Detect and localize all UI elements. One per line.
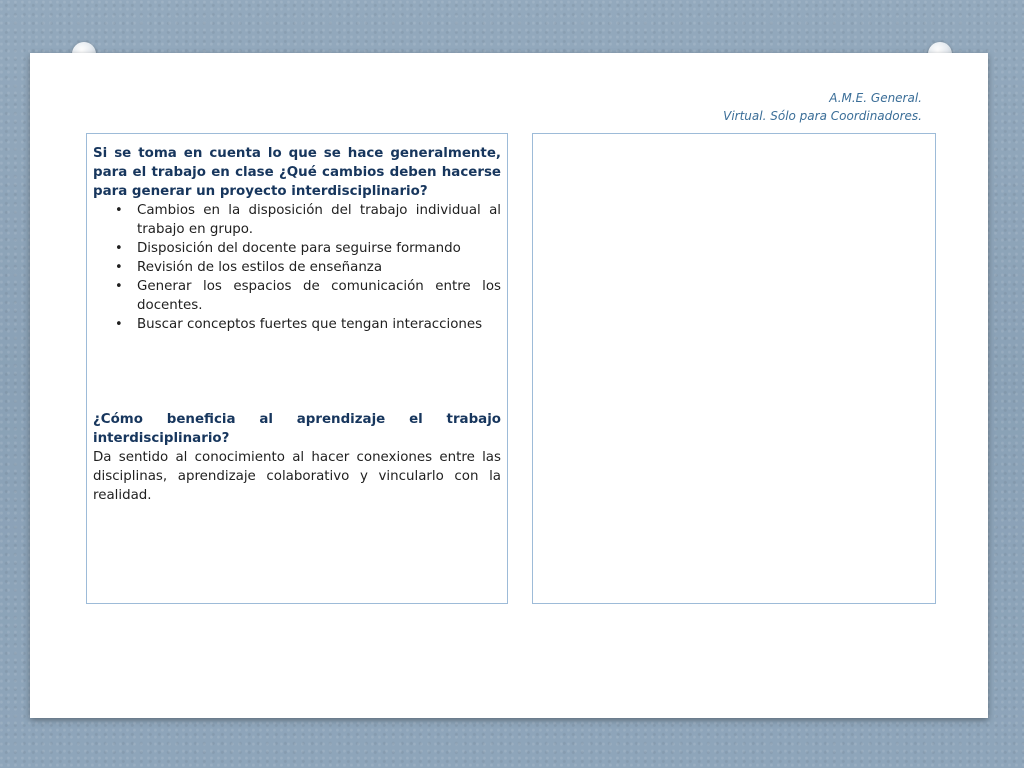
header-line-1: A.M.E. General.	[829, 91, 922, 105]
bullet-icon: •	[115, 260, 123, 275]
question-2: ¿Cómo beneficia al aprendizaje el trabajo interdisciplinario?	[93, 412, 501, 446]
list-item	[93, 315, 501, 334]
list-item-text: Revisión de los estilos de enseñanza	[137, 260, 383, 275]
bullet-icon: •	[115, 279, 123, 294]
list-item	[93, 201, 501, 239]
slide-sheet	[30, 53, 988, 718]
left-text-box	[86, 133, 508, 604]
question-1: Si se toma en cuenta lo que se hace generalmente, para el trabajo en clase ¿Qué cambios deben hacerse para generar un proyecto interdisciplinario?	[93, 146, 501, 199]
list-item	[93, 239, 501, 258]
right-empty-box	[532, 133, 936, 604]
list-item	[93, 277, 501, 315]
list-item	[93, 258, 501, 277]
bullet-icon: •	[115, 203, 123, 218]
list-item-text: Disposición del docente para seguirse formando	[137, 241, 461, 256]
bullet-icon: •	[115, 241, 123, 256]
bullet-icon: •	[115, 317, 123, 332]
header-note	[723, 89, 922, 125]
list-item-text: Cambios en la disposición del trabajo individual al trabajo en grupo.	[137, 203, 501, 237]
list-item-text: Buscar conceptos fuertes que tengan interacciones	[137, 317, 483, 332]
changes-list	[93, 201, 501, 334]
header-line-2: Virtual. Sólo para Coordinadores.	[723, 109, 922, 123]
spacer	[93, 334, 501, 410]
list-item-text: Generar los espacios de comunicación entre los docentes.	[137, 279, 501, 313]
answer-2: Da sentido al conocimiento al hacer conexiones entre las disciplinas, aprendizaje colaborativo y vincularlo con la realidad.	[93, 450, 501, 503]
